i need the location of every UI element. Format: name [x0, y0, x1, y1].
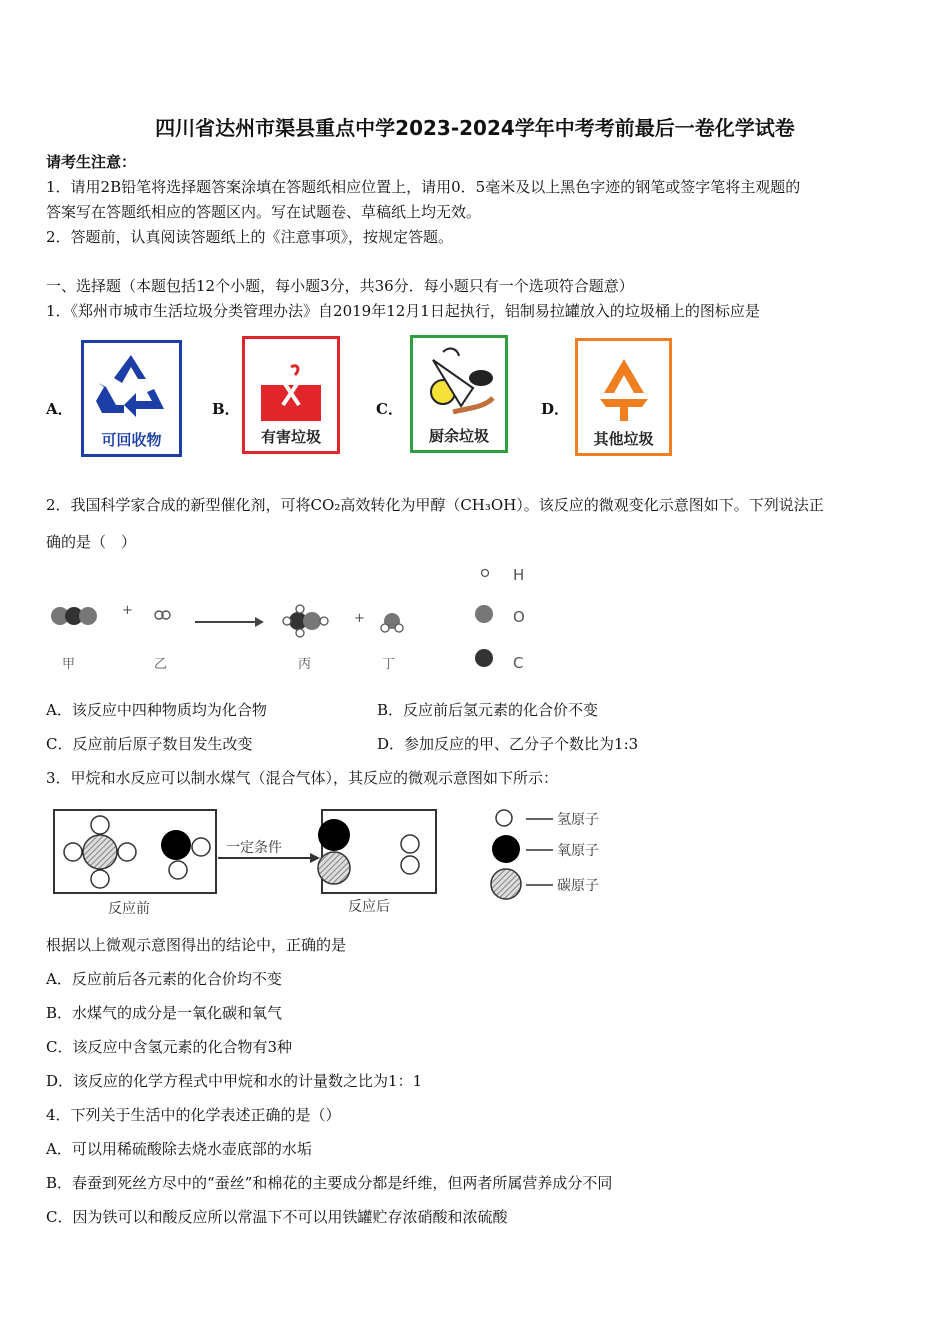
- q4-stem: 4．下列关于生活中的化学表述正确的是（）: [46, 1106, 341, 1124]
- recyclable-caption: 可回收物: [101, 431, 162, 449]
- recycle-icon: [84, 347, 179, 427]
- label-ding: 丁: [382, 657, 396, 672]
- q2-stem-1: 2．我国科学家合成的新型催化剂，可将CO₂高效转化为甲醇（CH₃OH）。该反应的微观变化示意图如下。下列说法正: [46, 496, 824, 514]
- label-yi: 乙: [154, 657, 168, 672]
- q2-option-a: A．该反应中四种物质均为化合物: [46, 701, 267, 719]
- q1-label-c: C．: [376, 400, 403, 418]
- condition-arrow: [218, 840, 320, 863]
- q1-label-d: D．: [541, 400, 570, 418]
- hazard-icon: [245, 347, 337, 427]
- molecule-bing: [283, 605, 328, 637]
- before-box: [54, 810, 216, 893]
- legend-h: H: [513, 566, 525, 584]
- reaction-arrow: [195, 617, 264, 627]
- food-waste-icon: [413, 342, 505, 426]
- q2-reaction-diagram: [40, 560, 600, 680]
- q3-option-c: C．该反应中含氢元素的化合物有3种: [46, 1038, 293, 1056]
- q1-label-a: A．: [46, 400, 73, 418]
- legend-carbon: 碳原子: [557, 878, 599, 894]
- legend-oxygen: 氧原子: [557, 843, 599, 859]
- notice-line-1: 1．请用2B铅笔将选择题答案涂填在答题纸相应位置上，请用0．5毫米及以上黑色字迹的钢笔或签字笔将主观题的: [46, 178, 801, 196]
- notice-heading: 请考生注意：: [46, 153, 137, 171]
- other-waste-caption: 其他垃圾: [593, 430, 654, 448]
- legend-c: C: [513, 654, 524, 672]
- q2-option-d: D．参加反应的甲、乙分子个数比为1:3: [377, 735, 639, 753]
- molecule-jia: [51, 607, 97, 625]
- q3-option-b: B．水煤气的成分是一氧化碳和氧气: [46, 1004, 283, 1022]
- hazardous-caption: 有害垃圾: [260, 428, 321, 446]
- after-label: 反应后: [348, 899, 390, 915]
- kitchen-waste-caption: 厨余垃圾: [428, 427, 489, 445]
- other-waste-bin-icon: [575, 338, 672, 456]
- legend-o: O: [513, 608, 525, 626]
- q2-stem-2: 确的是（ ）: [46, 533, 137, 551]
- label-bing: 丙: [298, 657, 312, 672]
- molecule-yi: [155, 611, 170, 619]
- molecule-ding: [381, 613, 403, 632]
- q3-legend: [491, 810, 599, 899]
- after-box: [318, 810, 436, 893]
- other-waste-icon: [578, 345, 669, 429]
- q2-option-c: C．反应前后原子数目发生改变: [46, 735, 253, 753]
- q1-stem: 1．《郑州市城市生活垃圾分类管理办法》自2019年12月1日起执行，铝制易拉罐放入的垃圾桶上的图标应是: [46, 302, 760, 320]
- q4-option-a: A．可以用稀硫酸除去烧水壶底部的水垢: [46, 1140, 312, 1158]
- q4-option-b: B．春蚕到死丝方尽中的“蚕丝”和棉花的主要成分都是纤维，但两者所属营养成分不同: [46, 1174, 613, 1192]
- plus-sign-1: +: [122, 603, 133, 618]
- recyclable-bin-icon: [81, 340, 182, 457]
- q3-stem: 3．甲烷和水反应可以制水煤气（混合气体），其反应的微观示意图如下所示：: [46, 769, 559, 787]
- legend-hydrogen: 氢原子: [557, 812, 599, 828]
- condition-label: 一定条件: [226, 840, 282, 856]
- page-title: 四川省达州市渠县重点中学2023-2024学年中考考前最后一卷化学试卷: [155, 116, 795, 140]
- hazardous-bin-icon: [242, 336, 340, 454]
- q3-option-a: A．反应前后各元素的化合价均不变: [46, 970, 282, 988]
- q3-option-d: D．该反应的化学方程式中甲烷和水的计量数之比为1：1: [46, 1072, 423, 1090]
- q3-lead: 根据以上微观示意图得出的结论中，正确的是: [46, 936, 347, 954]
- q2-option-b: B．反应前后氢元素的化合价不变: [377, 701, 599, 719]
- q1-label-b: B．: [212, 400, 240, 418]
- plus-sign-2: +: [354, 611, 365, 626]
- label-jia: 甲: [62, 657, 76, 672]
- q3-reaction-diagram: [48, 800, 638, 920]
- before-label: 反应前: [108, 901, 150, 917]
- q4-option-c: C．因为铁可以和酸反应所以常温下不可以用铁罐贮存浓硝酸和浓硫酸: [46, 1208, 508, 1226]
- notice-line-1b: 答案写在答题纸相应的答题区内。写在试题卷、草稿纸上均无效。: [46, 203, 482, 221]
- section-heading: 一、选择题（本题包括12个小题，每小题3分，共36分．每小题只有一个选项符合题意）: [46, 277, 634, 295]
- kitchen-waste-bin-icon: [410, 335, 508, 453]
- notice-line-2: 2．答题前，认真阅读答题纸上的《注意事项》，按规定答题。: [46, 228, 454, 246]
- q2-legend: [475, 566, 525, 672]
